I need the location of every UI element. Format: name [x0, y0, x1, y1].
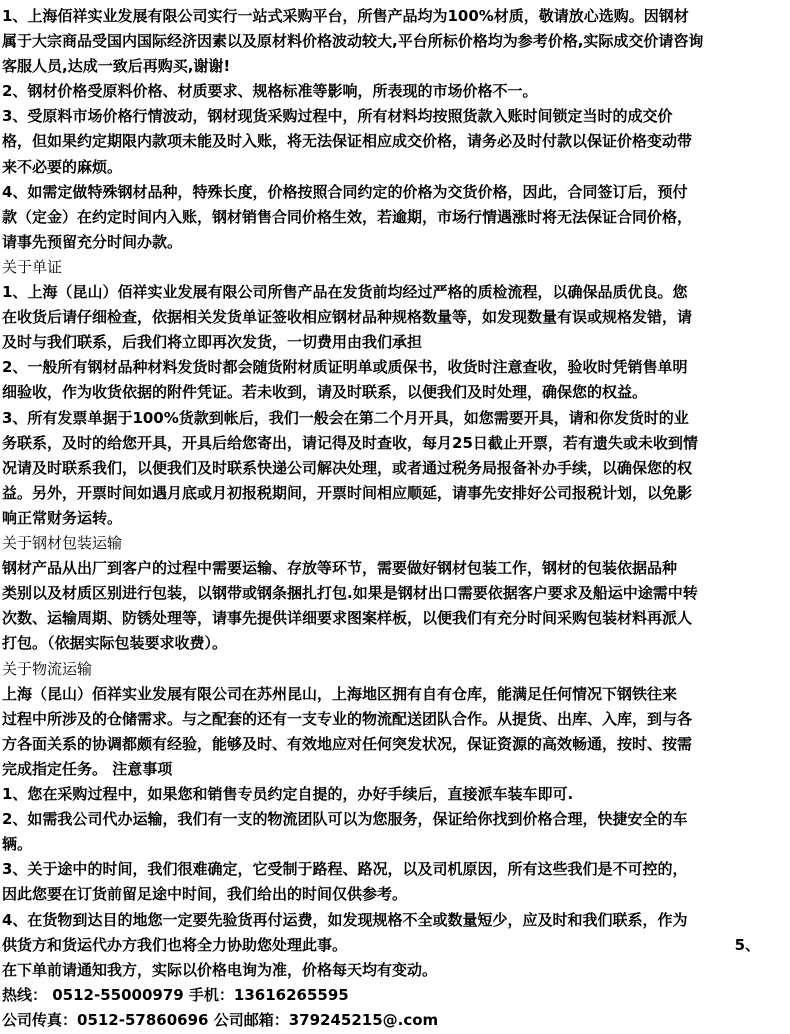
- text-line: 上海（昆山）佰祥实业发展有限公司在苏州昆山，上海地区拥有自有仓库，能满足任何情况下钢铁往来: [2, 684, 678, 703]
- text-line: 在下单前请通知我方，实际以价格电询为准，价格每天均有变动。: [2, 960, 438, 979]
- text-line: 公司传真：0512-57860696 公司邮箱：379245215@.com: [2, 1010, 439, 1029]
- text-line: 客服人员,达成一致后再购买,谢谢!: [2, 57, 231, 76]
- text-line: 2、钢材价格受原料价格、材质要求、规格标准等影响，所表现的市场价格不一。: [2, 82, 538, 101]
- text-line: 1、您在采购过程中，如果您和销售专员约定自提的，办好手续后，直接派车装车即可.: [2, 785, 574, 804]
- section-heading: 关于单证: [2, 257, 63, 276]
- text-line: 辆。: [2, 835, 33, 854]
- text-line: 4、如需定做特殊钢材品种，特殊长度，价格按照合同约定的价格为交货价格，因此，合同签订后，预付: [2, 182, 688, 201]
- text-line: 及时与我们联系，后我们将立即再次发货，一切费用由我们承担: [2, 333, 423, 352]
- text-line: 况请及时联系我们，以便我们及时联系快递公司解决处理，或者通过税务局报备补办手续，以确保您的权: [2, 458, 693, 477]
- text-line: 属于大宗商品受国内国际经济因素以及原材料价格波动较大,平台所标价格均为参考价格,实际成交价请咨询: [2, 32, 704, 51]
- list-number: 5、: [734, 935, 760, 954]
- text-line: 类别以及材质区别进行包装，以钢带或钢条捆扎打包.如果是钢材出口需要依据客户要求及船运中途需中转: [2, 584, 698, 603]
- text-line: 来不必要的麻烦。: [2, 157, 123, 176]
- text-line: 供货方和货运代办方我们也将全力协助您处理此事。: [2, 935, 348, 954]
- text-line: 热线： 0512-55000979 手机：13616265595: [2, 985, 349, 1004]
- text-line: 1、上海佰祥实业发展有限公司实行一站式采购平台，所售产品均为100%材质，敬请放心选购。因钢材: [2, 7, 689, 25]
- text-line: 完成指定任务。 注意事项: [2, 759, 173, 778]
- text-line: 次数、运输周期、防锈处理等，请事先提供详细要求图案样板，以便我们有充分时间采购包装材料再派人: [2, 609, 693, 628]
- section-heading: 关于物流运输: [2, 659, 93, 678]
- text-line: 3、所有发票单据于100%货款到帐后，我们一般会在第二个月开具，如您需要开具，请和你发货时的业: [2, 408, 689, 427]
- text-line: 过程中所涉及的仓储需求。与之配套的还有一支专业的物流配送团队合作。从提货、出库、入库，到与各: [2, 709, 693, 728]
- text-line: 打包。（依据实际包装要求收费）。: [2, 634, 228, 653]
- text-line: 因此您要在订货前留足途中时间，我们给出的时间仅供参考。: [2, 885, 408, 904]
- text-line: 2、如需我公司代办运输，我们有一支的物流团队可以为您服务，保证给你找到价格合理，快捷安全的车: [2, 810, 688, 829]
- text-line: 格，但如果约定期限内款项未能及时入账，将无法保证相应成交价格，请务必及时付款以保证价格变动带: [2, 132, 693, 151]
- text-line: 响正常财务运转。: [2, 508, 123, 527]
- text-line: 在收货后请仔细检查，依据相关发货单证签收相应钢材品种规格数量等，如发现数量有误或规格发错，请: [2, 308, 693, 327]
- text-line: 细验收，作为收货依据的附件凭证。若未收到，请及时联系，以便我们及时处理，确保您的权益。: [2, 383, 648, 402]
- text-line: 请事先预留充分时间办款。: [2, 232, 183, 251]
- text-line: 1、上海（昆山）佰祥实业发展有限公司所售产品在发货前均经过严格的质检流程，以确保品质优良。您: [2, 283, 688, 302]
- text-line: 方各面关系的协调都颇有经验，能够及时、有效地应对任何突发状况，保证资源的高效畅通，按时、按需: [2, 734, 693, 753]
- text-line: 2、一般所有钢材品种材料发货时都会随货附材质证明单或质保书，收货时注意查收，验收时凭销售单明: [2, 358, 688, 377]
- text-line: 钢材产品从出厂到客户的过程中需要运输、存放等环节，需要做好钢材包装工作，钢材的包装依据品种: [2, 559, 678, 578]
- text-line: 益。另外，开票时间如遇月底或月初报税期间，开票时间相应顺延，请事先安排好公司报税计划，以免影: [2, 483, 693, 502]
- text-line: 4、在货物到达目的地您一定要先验货再付运费，如发现规格不全或数量短少，应及时和我们联系，作为: [2, 910, 688, 929]
- section-heading: 关于钢材包装运输: [2, 534, 123, 553]
- text-line: 务联系，及时的给您开具，开具后给您寄出，请记得及时查收，每月25日截止开票，若有遗失或未收到情: [2, 433, 698, 452]
- text-line: 3、关于途中的时间，我们很难确定，它受制于路程、路况，以及司机原因，所有这些我们是不可控的，: [2, 860, 688, 879]
- text-line: 3、受原料市场价格行情波动，钢材现货采购过程中，所有材料均按照货款入账时间锁定当时的成交价: [2, 107, 673, 126]
- text-line: 款（定金）在约定时间内入账，钢材销售合同价格生效，若逾期，市场行情遇涨时将无法保证合同价格，: [2, 207, 693, 226]
